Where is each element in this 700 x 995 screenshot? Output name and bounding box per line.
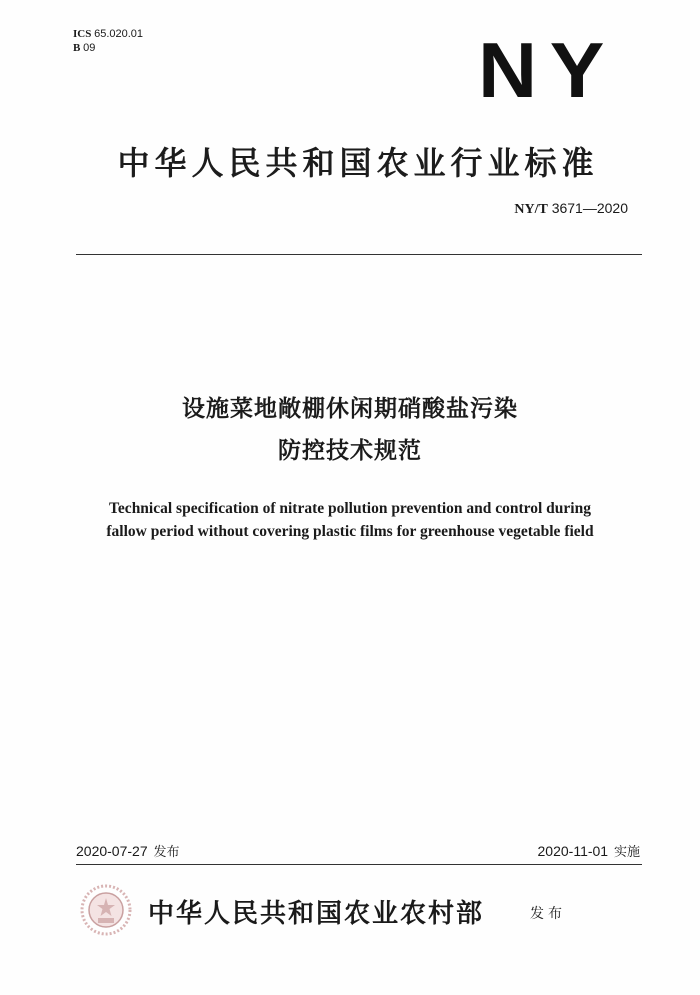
implement-date-value: 2020-11-01: [537, 843, 609, 859]
ccs-line: [73, 41, 143, 55]
implement-date: [538, 841, 640, 860]
ccs-value: 09: [83, 42, 96, 54]
ny-logo: NY: [478, 26, 617, 114]
top-divider: [76, 254, 642, 255]
title-cn-line-1: 设施菜地敞棚休闲期硝酸盐污染: [182, 396, 518, 422]
standard-prefix: NY/T: [514, 202, 548, 217]
ics-value: 65.020.01: [94, 28, 144, 40]
ics-label: ICS: [73, 28, 92, 40]
title-cn-line-2: 防控技术规范: [278, 438, 422, 464]
standard-category: 中华人民共和国农业行业标准: [117, 144, 599, 182]
standard-code: 3671—2020: [551, 200, 628, 216]
publisher-name: 中华人民共和国农业农村部: [148, 899, 485, 929]
national-emblem-icon: [80, 884, 132, 936]
bottom-divider: [76, 864, 642, 865]
title-english: [0, 497, 700, 543]
publisher-label: 发布: [530, 906, 566, 922]
standard-number: [514, 200, 628, 218]
ccs-label: B: [73, 42, 81, 54]
title-chinese: [0, 388, 700, 472]
issue-date-label: 发布: [153, 845, 180, 860]
title-en-line-2: fallow period without covering plastic films for greenhouse vegetable field: [106, 523, 594, 540]
issue-date-value: 2020-07-27: [76, 843, 148, 859]
classification-codes: [73, 27, 143, 55]
issue-date: [76, 841, 180, 860]
title-en-line-1: Technical specification of nitrate pollution prevention and control during: [109, 500, 591, 517]
ics-line: [73, 27, 143, 41]
implement-date-label: 实施: [613, 845, 640, 860]
